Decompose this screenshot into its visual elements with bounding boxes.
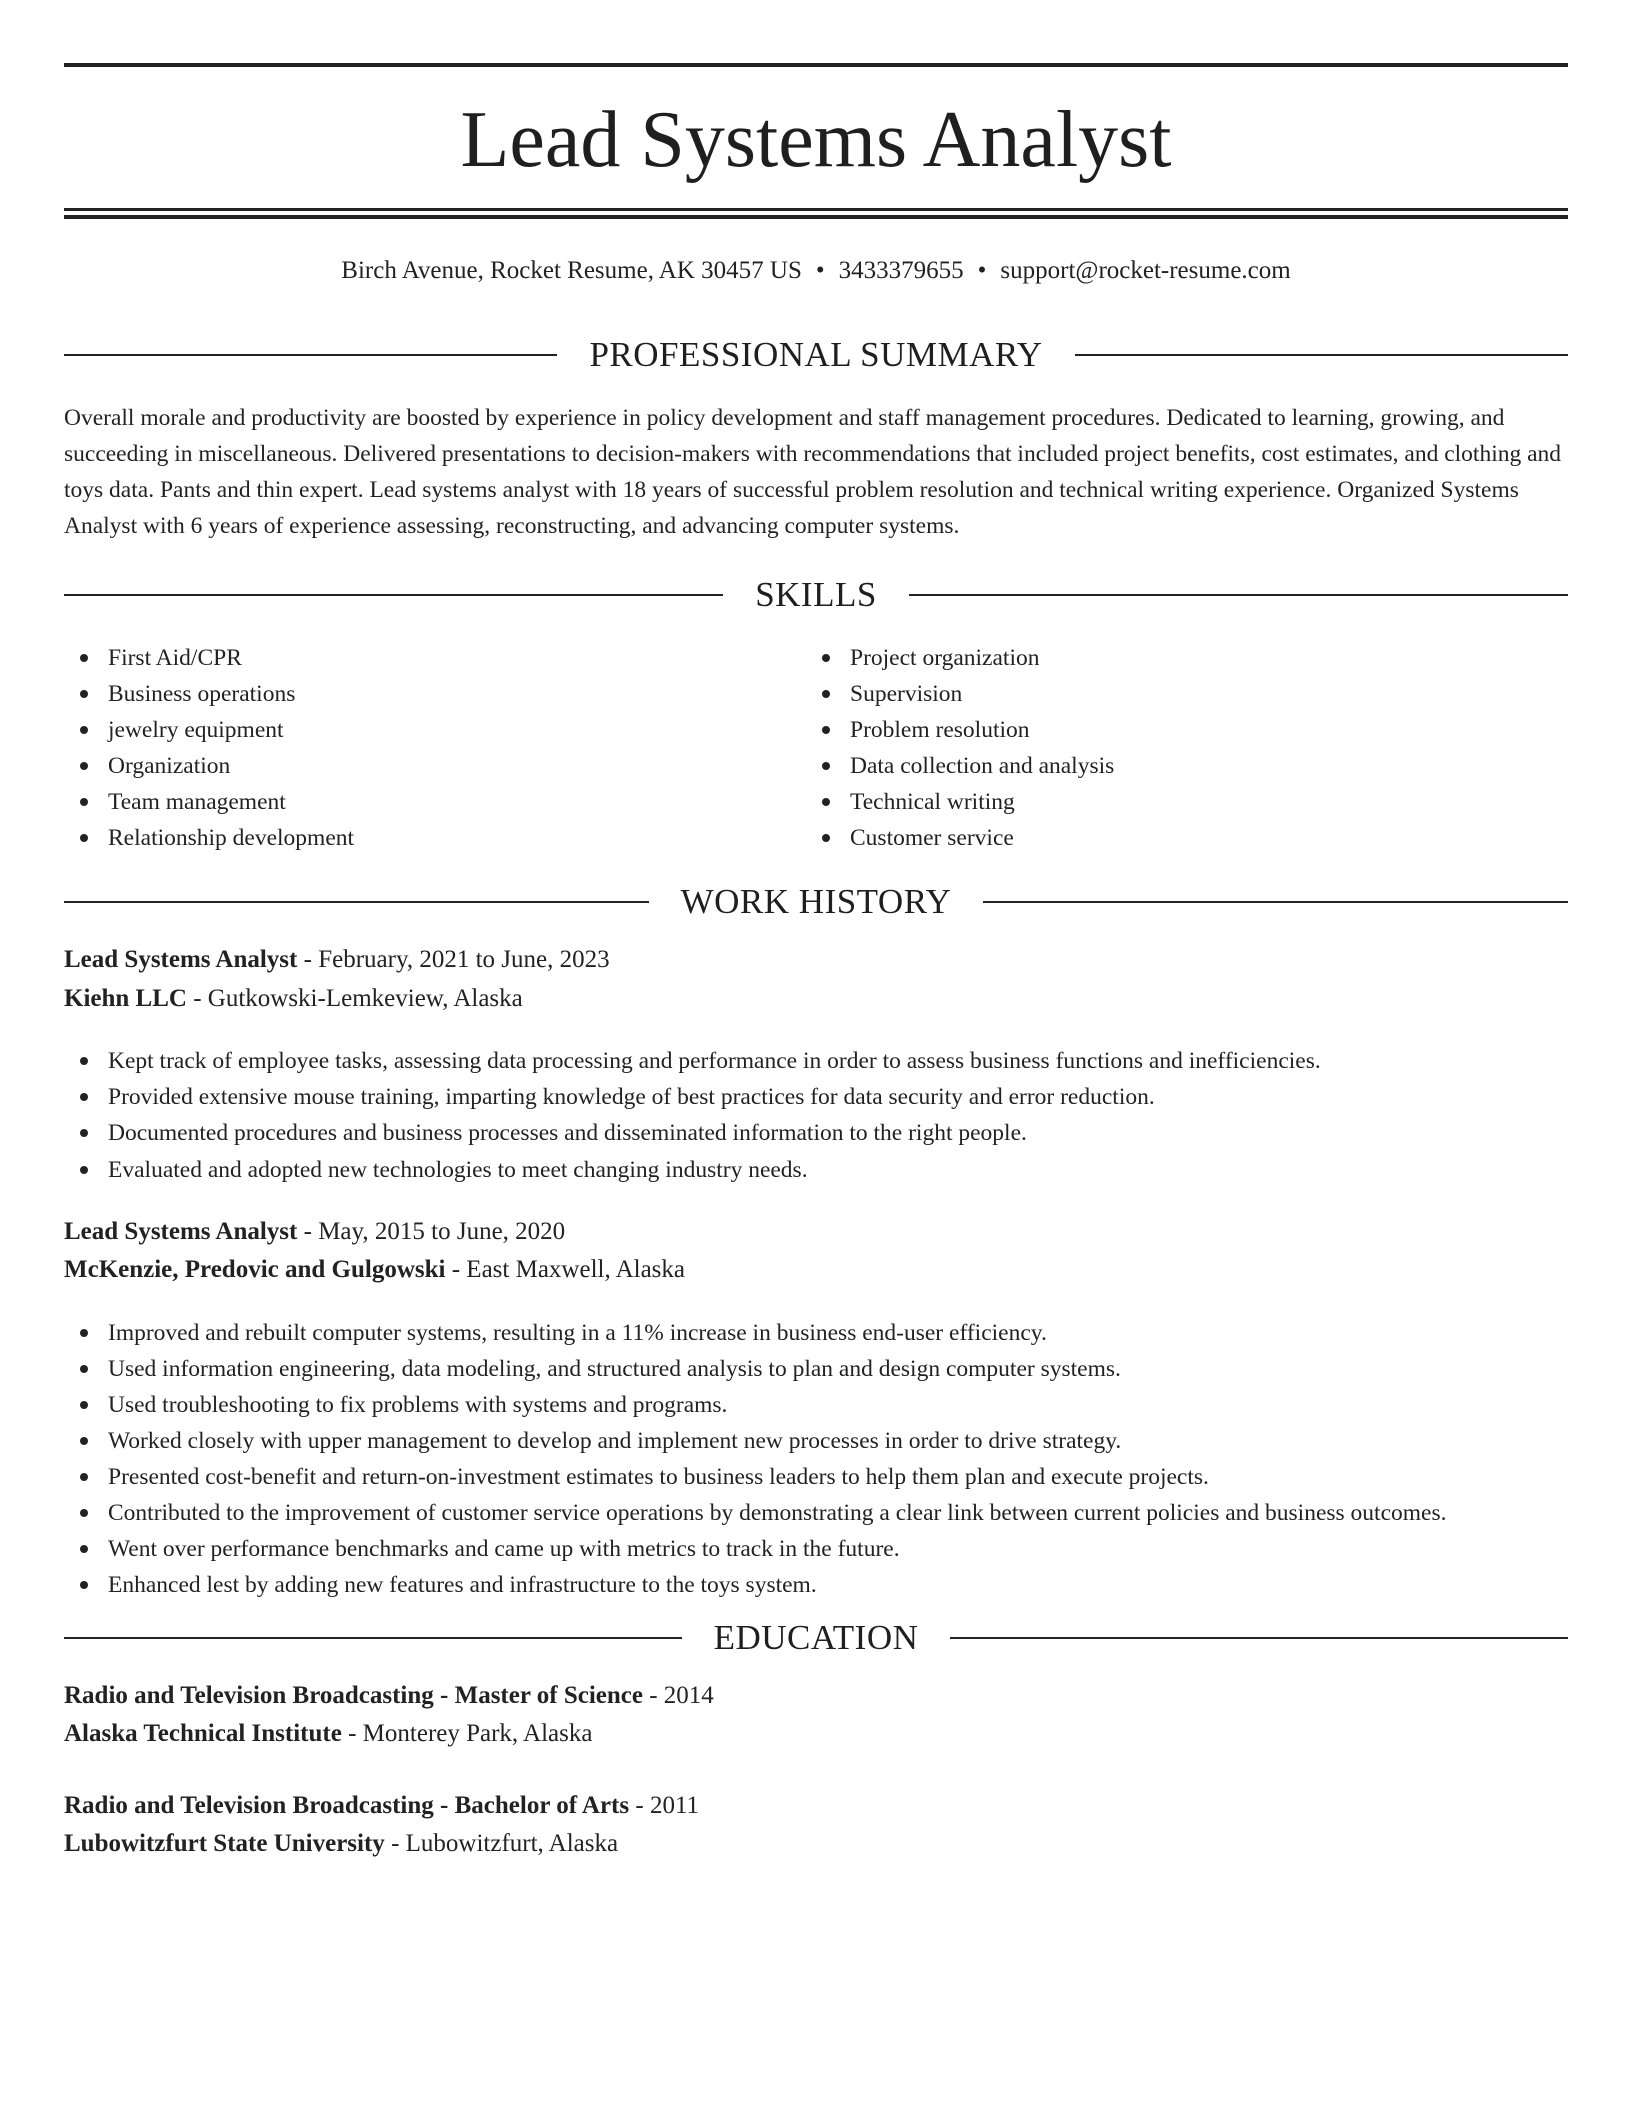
job-bullet: Improved and rebuilt computer systems, resulting in a 11% increase in business end-user efficiency. xyxy=(64,1315,1568,1351)
skill-item: Team management xyxy=(64,784,804,820)
job-title: Lead Systems Analyst xyxy=(64,946,298,973)
skill-item: Relationship development xyxy=(64,820,804,856)
job-company-line xyxy=(64,981,1568,1017)
contact-separator: • xyxy=(977,257,987,284)
job-bullet: Documented procedures and business processes and disseminated information to the right people. xyxy=(64,1115,1568,1151)
heading-rule xyxy=(950,1637,1568,1639)
title-rule-upper xyxy=(64,208,1568,211)
skill-item: Supervision xyxy=(806,676,1566,712)
job-title-line xyxy=(64,1214,1568,1250)
heading-label: EDUCATION xyxy=(713,1618,919,1657)
contact-phone: 3433379655 xyxy=(838,257,964,284)
heading-label: WORK HISTORY xyxy=(680,882,952,921)
section-heading-work-history xyxy=(64,880,1568,924)
skills-list-left xyxy=(64,640,804,856)
skill-item: First Aid/CPR xyxy=(64,640,804,676)
heading-rule xyxy=(909,594,1568,596)
skill-item: Organization xyxy=(64,748,804,784)
education-location: - Lubowitzfurt, Alaska xyxy=(384,1830,619,1857)
skills-list-right xyxy=(806,640,1566,856)
job-location: - East Maxwell, Alaska xyxy=(445,1256,686,1283)
education-location: - Monterey Park, Alaska xyxy=(341,1720,593,1747)
job-bullet: Evaluated and adopted new technologies to meet changing industry needs. xyxy=(64,1152,1568,1188)
education-degree-line xyxy=(64,1788,1568,1824)
heading-rule xyxy=(64,901,649,903)
education-year: - 2014 xyxy=(642,1682,714,1709)
job-dates: - May, 2015 to June, 2020 xyxy=(297,1218,566,1245)
heading-rule xyxy=(64,1637,682,1639)
education-degree-line xyxy=(64,1678,1568,1714)
job-bullet: Used troubleshooting to fix problems with systems and programs. xyxy=(64,1387,1568,1423)
heading-rule xyxy=(983,901,1568,903)
contact-line xyxy=(64,254,1568,288)
contact-address: Birch Avenue, Rocket Resume, AK 30457 US xyxy=(341,257,802,284)
job-bullets xyxy=(64,1043,1568,1188)
skill-item: Project organization xyxy=(806,640,1566,676)
job-company: McKenzie, Predovic and Gulgowski xyxy=(64,1256,446,1283)
contact-separator: • xyxy=(815,257,825,284)
heading-rule xyxy=(64,354,557,356)
education-degree: Radio and Television Broadcasting - Master of Science xyxy=(64,1682,643,1709)
resume-title: Lead Systems Analyst xyxy=(460,96,1172,184)
job-title-line xyxy=(64,942,1568,978)
heading-label: PROFESSIONAL SUMMARY xyxy=(589,335,1043,374)
title-rule-lower xyxy=(64,215,1568,219)
skill-item: Technical writing xyxy=(806,784,1566,820)
education-school: Alaska Technical Institute xyxy=(64,1720,342,1747)
job-bullet: Worked closely with upper management to develop and implement new processes in order to drive strategy. xyxy=(64,1423,1568,1459)
section-heading-skills xyxy=(64,573,1568,617)
job-bullet: Went over performance benchmarks and came up with metrics to track in the future. xyxy=(64,1531,1568,1567)
job-bullets xyxy=(64,1315,1568,1603)
job-dates: - February, 2021 to June, 2023 xyxy=(297,946,610,973)
job-bullet: Provided extensive mouse training, imparting knowledge of best practices for data security and error reduction. xyxy=(64,1079,1568,1115)
job-bullet: Enhanced lest by adding new features and infrastructure to the toys system. xyxy=(64,1567,1568,1603)
contact-email: support@rocket-resume.com xyxy=(1000,257,1291,284)
section-heading-summary xyxy=(64,333,1568,377)
section-heading-education xyxy=(64,1616,1568,1660)
job-company-line xyxy=(64,1252,1568,1288)
job-bullet: Used information engineering, data modeling, and structured analysis to plan and design computer systems. xyxy=(64,1351,1568,1387)
education-year: - 2011 xyxy=(629,1792,700,1819)
skill-item: Problem resolution xyxy=(806,712,1566,748)
skill-item: Business operations xyxy=(64,676,804,712)
job-company: Kiehn LLC xyxy=(64,985,187,1012)
top-rule xyxy=(64,63,1568,67)
job-bullet: Presented cost-benefit and return-on-investment estimates to business leaders to help them plan and execute projects. xyxy=(64,1459,1568,1495)
education-school-line xyxy=(64,1716,1568,1752)
job-title: Lead Systems Analyst xyxy=(64,1218,298,1245)
education-school: Lubowitzfurt State University xyxy=(64,1830,385,1857)
skill-item: Customer service xyxy=(806,820,1566,856)
heading-rule xyxy=(64,594,723,596)
skill-item: jewelry equipment xyxy=(64,712,804,748)
job-bullet: Kept track of employee tasks, assessing data processing and performance in order to assess business functions and inefficiencies. xyxy=(64,1043,1568,1079)
heading-label: SKILLS xyxy=(755,575,877,614)
job-location: - Gutkowski-Lemkeview, Alaska xyxy=(186,985,523,1012)
education-degree: Radio and Television Broadcasting - Bachelor of Arts xyxy=(64,1792,630,1819)
summary-text: Overall morale and productivity are boosted by experience in policy development and staff management procedures. Dedicated to learning, growing, and succeeding in miscellaneous. Delivered presentations to decision-makers with recommendations that included project benefits, cost estimates, and clothing and toys data. Pants and thin expert. Lead systems analyst with 18 years of successful problem resolution and technical writing experience. Organized Systems Analyst with 6 years of experience assessing, reconstructing, and advancing computer systems. xyxy=(64,405,1562,539)
skill-item: Data collection and analysis xyxy=(806,748,1566,784)
education-school-line xyxy=(64,1826,1568,1862)
job-bullet: Contributed to the improvement of customer service operations by demonstrating a clear link between current policies and business outcomes. xyxy=(64,1495,1568,1531)
heading-rule xyxy=(1075,354,1568,356)
